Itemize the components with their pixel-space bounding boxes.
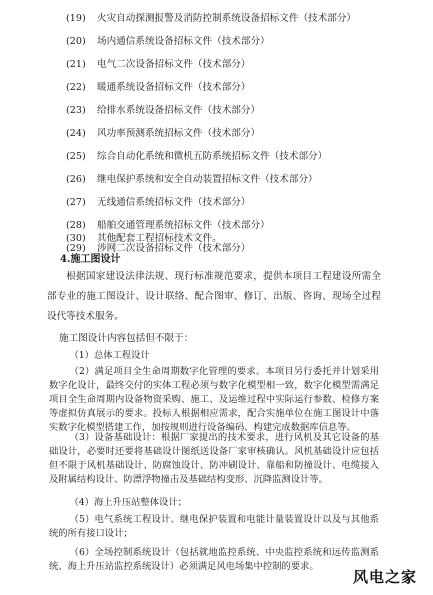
list-item-number: (25) xyxy=(66,151,86,162)
list-item-text: 给排水系统设备招标文件（技术部分） xyxy=(97,105,261,116)
list-item-number: (26) xyxy=(66,174,86,185)
list-item-text: 综合自动化系统和微机五防系统招标文件（技术部分） xyxy=(97,151,328,162)
list-item-number: (21) xyxy=(66,59,86,70)
list-item-text: 无线通信系统招标文件（技术部分） xyxy=(97,197,251,208)
scope-label: 施工图设计内容包括但不限于： xyxy=(59,333,194,344)
list-item-text: 其他配套工程招标技术文件。 xyxy=(97,233,222,244)
list-item-text: 场内通信系统设备招标文件（技术部分） xyxy=(97,36,270,47)
list-item-number: (28) xyxy=(66,220,86,231)
content-item: （6）全场控制系统设计（包括就地监控系统、中央监控系统和远传监测系统、海上升压站监控系统设计）必须满足风电场集中控制的要求。 xyxy=(49,547,379,572)
list-item-number: (24) xyxy=(66,128,86,139)
list-item-number: (20) xyxy=(66,36,86,47)
list-item-number: (27) xyxy=(66,197,86,208)
content-item: （5）电气系统工程设计、继电保护装置和电能计量装置设计以及与其他系统的所有接口设计； xyxy=(49,514,379,539)
list-item-text: 暖通系统设备招标文件（技术部分） xyxy=(97,82,251,93)
list-item-number: (29) xyxy=(66,243,86,254)
intro-paragraph: 根据国家建设法律法规、现行标准规范要求，提供本项目工程建设所需全部专业的施工图设计、设计联络、配合图审、修订、出版、咨询、现场全过程设代等技术服务。 xyxy=(47,271,381,322)
content-item: （4）海上升压站整体设计； xyxy=(69,497,187,508)
list-item-text: 风功率预测系统招标文件（技术部分） xyxy=(97,128,261,139)
list-item-text: 船舶交通管理系统招标文件（技术部分） xyxy=(97,220,270,231)
content-item: （3）设备基础设计：根据厂家提出的技术要求，进行风机及其它设备的基础设计，必要时还要将基础设计图纸送设备厂家审核确认。风机基础设计应包括但不限于风机基础设计、防腐蚀设计、防冲刷设计、靠船和防撞设计、电缆接入及附属结构设计、防漂浮物撞击及基础结构变形、沉降监测设计等。 xyxy=(49,432,379,485)
list-item-text: 电气二次设备招标文件（技术部分） xyxy=(97,59,251,70)
list-item-text: 火灾自动探测报警及消防控制系统设备招标文件（技术部分） xyxy=(97,13,357,24)
section-heading: 4.施工图设计 xyxy=(60,254,121,265)
list-item-number: (22) xyxy=(66,82,86,93)
content-item: （2）满足项目全生命周期数字化管理的要求。本项目另行委托并计划采用数字化设计，最终交付的实体工程必须与数字化模型相一致，数字化模型需满足项目全生命周期内设备物资采购、施工、及运维过程中实际运行参数、检修方案等虚拟仿真展示的要求。投标人根据相应需求，配合实施单位在施工图设计中落实数字化模型搭建工作，加按规则进行设备编码、构建完成数据库信息等。 xyxy=(49,366,379,433)
watermark-logo-text: 风电之家 xyxy=(352,568,417,586)
content-item: （1）总体工程设计 xyxy=(69,350,150,361)
list-item-number: (30) xyxy=(66,233,86,244)
list-item-text: 涉网二次设备招标文件（技术部分） xyxy=(97,243,251,254)
list-item-number: (19) xyxy=(66,13,86,24)
list-item-text: 继电保护系统和安全自动装置招标文件（技术部分） xyxy=(97,174,318,185)
list-item-number: (23) xyxy=(66,105,86,116)
